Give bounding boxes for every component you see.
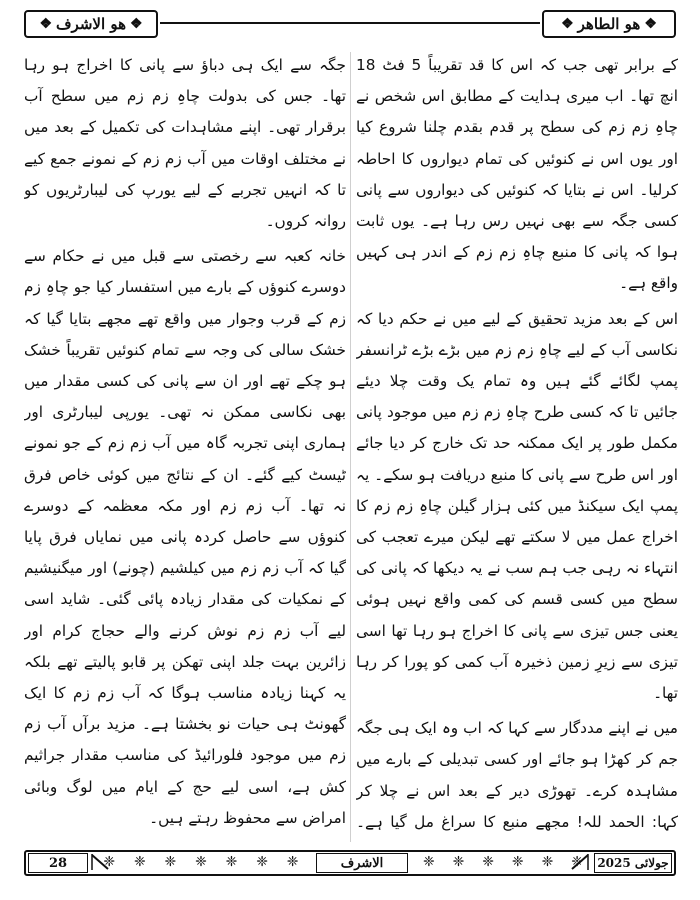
column-divider — [350, 52, 351, 842]
right-column — [356, 50, 678, 840]
ornament-icon: ❈ — [571, 854, 583, 870]
ornament-icon: ❖ — [39, 16, 52, 32]
left-column — [24, 50, 346, 840]
ornament-icon: ❈ — [133, 854, 146, 870]
footer-ornament-row — [94, 852, 308, 872]
ornament-icon: ❈ — [195, 854, 207, 870]
ornament-icon: ❈ — [511, 854, 524, 870]
paragraph: جگہ سے ایک ہی دباؤ سے پانی کا اخراج ہو رہا تھا۔ جس کی بدولت چاہِ زم زم میں سطح آب برقرار تھی۔ اپنے مشاہدات کی تکمیل کے بعد میں نے مختلف اوقات میں آب زم زم کے نمونے جمع کیے تا کہ انہیں تجربے کے لیے یورپ کی لیبارٹریوں کو روانہ کروں۔ — [24, 56, 346, 231]
header-right-box — [542, 10, 676, 38]
header-rule — [160, 22, 540, 24]
ornament-icon: ❈ — [541, 854, 554, 870]
issue-date: جولائی 2025 — [594, 853, 672, 873]
footer-ornament-row — [414, 852, 592, 872]
header-left-box — [24, 10, 158, 38]
paragraph: اس کے بعد مزید تحقیق کے لیے میں نے حکم دیا کہ نکاسی آب کے لیے چاہِ زم زم میں بڑے بڑے ٹرانسفر پمپ لگائے گئے ہیں وہ تمام یک وقت چلا دیئے جائیں تا کہ کسی طرح چاہِ زم زم میں موجود پانی مکمل طور پر ایک ممکنہ حد تک خارج کر دیا جائے اور اس طرح سے پانی کا منبع دریافت ہو سکے۔ یہ پمپ ایک سیکنڈ میں کئی ہزار گیلن چاہِ زم زم کا اخراج عمل میں لا سکتے تھے لیکن میرے تعجب کی انتہاء نہ رہی جب ہم سب نے یہ دیکھا کہ پانی کی سطح میں کسی قسم کی کمی واقع نہیں ہوئی یعنی جس تیزی سے پانی کا اخراج ہو رہا تھا اسی تیزی سے زیرِ زمین ذخیرہ آب کمی کو پورا کر رہا تھا۔ — [356, 309, 678, 703]
ornament-icon: ❈ — [225, 854, 238, 870]
ornament-icon: ❖ — [130, 16, 143, 32]
paragraph: خانہ کعبہ سے رخصتی سے قبل میں نے حکام سے دوسرے کنوؤں کے بارے میں استفسار کیا جو چاہِ زم زم کے قرب وجوار میں واقع تھے مجھے بتایا گیا کہ خشک سالی کی وجہ سے تمام کنوئیں تقریباً خشک ہو چکے تھے اور ان سے پانی کی کسی مقدار میں بھی نکاسی ممکن نہ تھی۔ یورپی لیبارٹری اور ہماری اپنی تجربہ گاہ میں آب زم زم کے جو نمونے ٹیسٹ کیے گئے۔ ان کے نتائج میں کوئی خاص فرق نہ تھا۔ آب زم زم اور مکہ معظمہ کے دوسرے کنوؤں سے حاصل کردہ پانی میں نمایاں فرق پایا گیا کہ آب زم زم میں کیلشیم (چونے) اور میگنیشیم کے نمکیات کی مقدار زیادہ پائی گئی۔ شاید اسی لیے آب زم زم نوش کرنے والے حجاج کرام اور زائرین بہت جلد اپنی تھکن پر قابو پالیتے تھے بلکہ یہ کہنا زیادہ مناسب ہوگا کہ آب زم زم کا ایک گھونٹ ہی حیات نو بخشتا ہے۔ مزید برآں آب زم زم میں موجود فلورائیڈ کی مناسب مقدار جراثیم کش ہے، اسی لیے حج کے ایام میں لوگ وبائی امراض سے محفوظ رہتے ہیں۔ — [24, 247, 346, 827]
page-number: 28 — [28, 853, 88, 873]
page-footer — [24, 850, 676, 876]
magazine-name: الاشرف — [316, 853, 408, 873]
header-right-title: ھو الطاھر — [577, 15, 641, 33]
ornament-icon: ❈ — [452, 854, 465, 870]
ornament-icon: ❖ — [561, 16, 574, 32]
paragraph: میں نے اپنے مددگار سے کہا کہ اب وہ ایک ہی جگہ جم کر کھڑا ہو جائے اور کسی تبدیلی کے بارے میں مشاہدہ کرے۔ تھوڑی دیر کے بعد اس نے چلا کر کہا: الحمد للہ! مجھے منبع کا سراغ مل گیا ہے۔ — [356, 719, 678, 831]
ornament-icon: ❖ — [644, 16, 657, 32]
slash-ornament-icon — [570, 853, 590, 871]
ornament-icon: ❈ — [482, 854, 494, 870]
page-header — [24, 10, 676, 36]
header-left-title: ھو الاشرف — [56, 15, 126, 33]
paragraph — [24, 838, 346, 840]
ornament-icon: ❈ — [286, 854, 299, 870]
ornament-icon: ❈ — [103, 854, 116, 870]
ornament-icon: ❈ — [422, 854, 435, 870]
ornament-icon: ❈ — [164, 854, 177, 870]
paragraph: کے برابر تھی جب کہ اس کا قد تقریباً 5 فٹ 18 انچ تھا۔ اب میری ہدایت کے مطابق اس شخص نے چاہِ زم زم کی سطح پر قدم بقدم چلنا شروع کیا اور یوں اس نے کنوئیں کی تمام دیواروں کا احاطہ کرلیا۔ اس نے بتایا کہ کنوئیں کی دیواروں سے پانی کسی جگہ سے بھی نہیں رس رہا ہے۔ یوں ثابت ہوا کہ پانی کا منبع چاہِ زم زم کے اندر ہی کہیں واقع ہے۔ — [356, 56, 678, 293]
ornament-icon: ❈ — [256, 854, 268, 870]
